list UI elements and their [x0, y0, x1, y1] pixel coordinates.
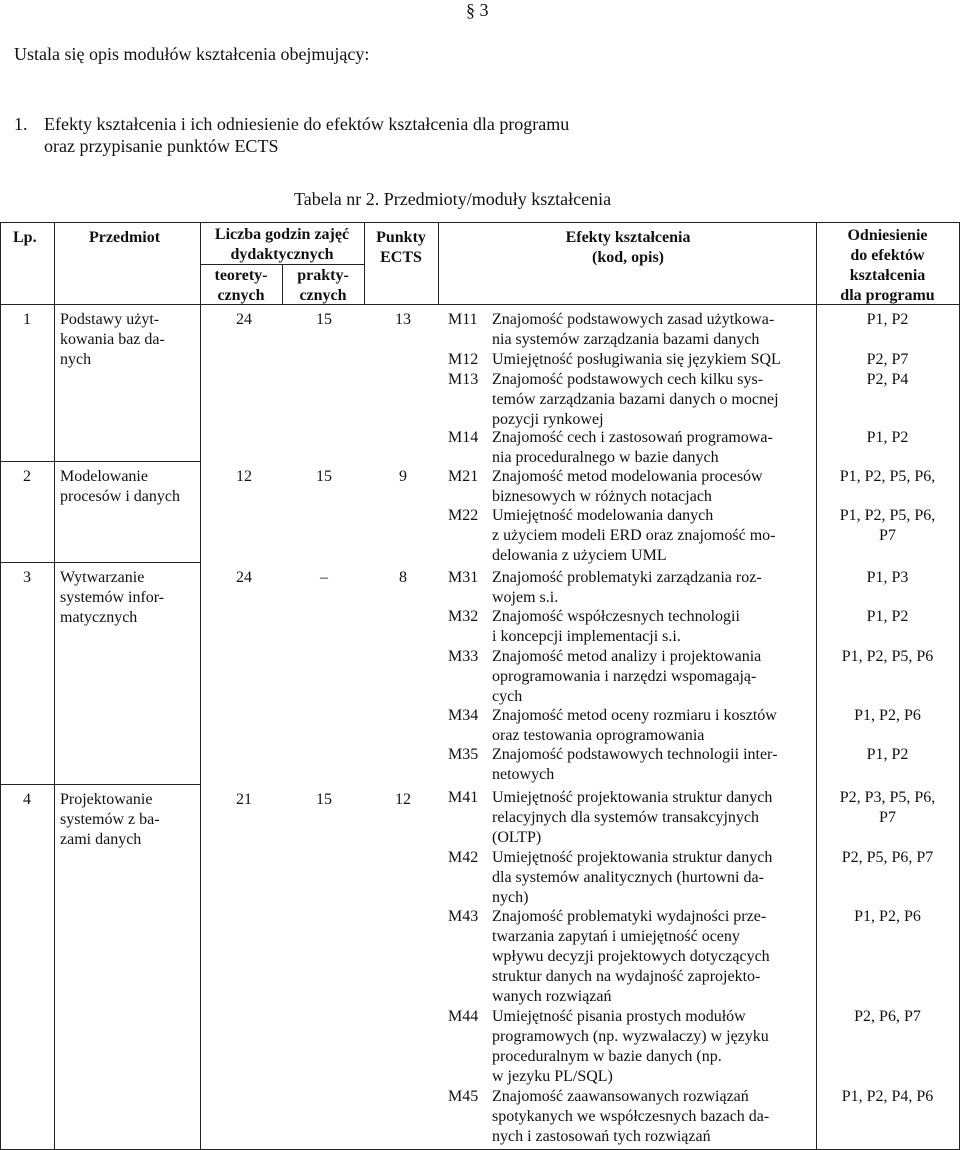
effect-description: Znajomość metod oceny rozmiaru i kosztów oraz testowania oprogramowania [492, 707, 777, 744]
effect-code: M44 [448, 1008, 479, 1025]
table-caption: Tabela nr 2. Przedmioty/moduły kształcenia [294, 189, 612, 209]
effect-reference: P2, P7 [866, 351, 909, 368]
effect-description: Znajomość problematyki zarządzania roz- wojem s.i. [492, 569, 762, 606]
effect-reference: P1, P2, P4, P6 [841, 1088, 934, 1105]
theory-hours: 12 [236, 468, 252, 485]
effect-code: M12 [448, 351, 479, 368]
subject-name: Podstawy użyt- kowania baz da- nych [60, 311, 165, 368]
effect-description: Znajomość zaawansowanych rozwiązań spotykanych we współczesnych bazach da- nych i zastosowań tych rozwiązań [492, 1088, 770, 1145]
ects-points: 12 [395, 791, 411, 808]
effect-description: Umiejętność projektowania struktur danych dla systemów analitycznych (hurtowni da- nych) [492, 849, 773, 906]
row-number: 2 [23, 468, 31, 485]
ects-points: 8 [399, 569, 407, 586]
effect-description: Znajomość podstawowych cech kilku sys- temów zarządzania bazami danych o mocnej pozycji rynkowej [492, 371, 779, 428]
header-practice: prakty- cznych [297, 267, 349, 304]
effect-code: M21 [448, 468, 479, 485]
effect-description: Umiejętność pisania prostych modułów programowych (np. wyzwalaczy) w języku proceduralnym w bazie danych (np. w jezyku PL/SQL) [492, 1008, 769, 1085]
effect-code: M14 [448, 429, 479, 446]
table-border [0, 222, 960, 223]
effect-code: M35 [448, 746, 479, 763]
effect-description: Znajomość podstawowych zasad użytkowa- nia systemów zarządzania bazami danych [492, 311, 775, 348]
effect-code: M34 [448, 707, 479, 724]
ects-points: 13 [395, 311, 411, 328]
subject-name: Modelowanie procesów i danych [60, 468, 180, 505]
effect-code: M42 [448, 849, 479, 866]
header-hours: Liczba godzin zajęć dydaktycznych [214, 226, 350, 263]
effect-reference: P2, P6, P7 [854, 1008, 921, 1025]
effect-reference: P1, P2 [866, 429, 909, 446]
table-border [200, 222, 201, 1150]
effect-code: M13 [448, 371, 479, 388]
subject-name: Projektowanie systemów z ba- zami danych [60, 791, 160, 848]
effect-reference: P2, P3, P5, P6, P7 [839, 789, 936, 826]
table-border [0, 784, 200, 785]
effect-reference: P2, P5, P6, P7 [841, 849, 934, 866]
effect-code: M22 [448, 507, 479, 524]
effect-code: M45 [448, 1088, 479, 1105]
effect-description: Znajomość współczesnych technologii i koncepcji implementacji s.i. [492, 608, 740, 645]
effect-reference: P1, P2, P6 [854, 908, 921, 925]
header-subject: Przedmiot [89, 229, 161, 246]
item-text-line2: oraz przypisanie punktów ECTS [44, 136, 279, 156]
effect-code: M43 [448, 908, 479, 925]
subject-name: Wytwarzanie systemów infor- matycznych [60, 569, 165, 626]
effect-description: Znajomość cech i zastosowań programowa- nia proceduralnego w bazie danych [492, 429, 773, 466]
effect-description: Znajomość problematyki wydajności prze- twarzania zapytań i umiejętność oceny wpływu decyzji projektowych dotyczących struktur danych na wydajność zaprojekto- wanych rozwiązań [492, 908, 770, 1005]
table-border [0, 222, 1, 1150]
header-lp: Lp. [13, 229, 37, 246]
effect-reference: P1, P2 [866, 608, 909, 625]
effect-reference: P1, P2, P5, P6, [839, 468, 936, 485]
row-number: 3 [23, 569, 31, 586]
item-text-line1: Efekty kształcenia i ich odniesienie do efektów kształcenia dla programu [44, 114, 570, 134]
header-theory: teorety- cznych [214, 267, 268, 304]
effect-description: Umiejętność projektowania struktur danych relacyjnych dla systemów transakcyjnych (OLTP) [492, 789, 773, 846]
table-border [438, 222, 439, 304]
practice-hours: 15 [316, 791, 332, 808]
practice-hours: 15 [316, 468, 332, 485]
intro-text: Ustala się opis modułów kształcenia obejmujący: [14, 44, 370, 64]
row-number: 1 [23, 311, 31, 328]
theory-hours: 24 [236, 569, 252, 586]
effect-code: M32 [448, 608, 479, 625]
effect-description: Znajomość podstawowych technologii inter- netowych [492, 746, 778, 783]
effect-reference: P1, P2 [866, 311, 909, 328]
effect-code: M11 [448, 311, 478, 328]
effect-description: Umiejętność posługiwania się językiem SQL [492, 351, 781, 368]
table-border [0, 562, 200, 563]
effect-description: Znajomość metod analizy i projektowania oprogramowania i narzędzi wspomagają- cych [492, 648, 762, 705]
effect-description: Umiejętność modelowania danych z użyciem modeli ERD oraz znajomość mo- delowania z użyciem UML [492, 507, 776, 564]
effect-description: Znajomość metod modelowania procesów biznesowych w różnych notacjach [492, 468, 763, 505]
effect-code: M41 [448, 789, 479, 806]
effect-code: M33 [448, 648, 479, 665]
header-reference: Odniesienie do efektów kształcenia dla programu [840, 227, 935, 304]
effect-reference: P1, P2, P6 [854, 707, 921, 724]
row-number: 4 [23, 791, 31, 808]
section-mark: § 3 [466, 0, 489, 20]
effect-reference: P1, P2 [866, 746, 909, 763]
practice-hours: – [320, 569, 328, 586]
effect-reference: P1, P2, P5, P6, P7 [839, 507, 936, 544]
practice-hours: 15 [316, 311, 332, 328]
effect-code: M31 [448, 569, 479, 586]
table-border [0, 461, 200, 462]
header-ects: Punkty ECTS [376, 229, 426, 266]
theory-hours: 24 [236, 311, 252, 328]
effect-reference: P1, P3 [866, 569, 909, 586]
effect-reference: P2, P4 [866, 371, 909, 388]
item-number: 1. [14, 114, 28, 134]
ects-points: 9 [399, 468, 407, 485]
table-border [54, 222, 55, 1150]
effect-reference: P1, P2, P5, P6 [841, 648, 934, 665]
theory-hours: 21 [236, 791, 252, 808]
header-effects: Efekty kształcenia (kod, opis) [565, 229, 691, 266]
